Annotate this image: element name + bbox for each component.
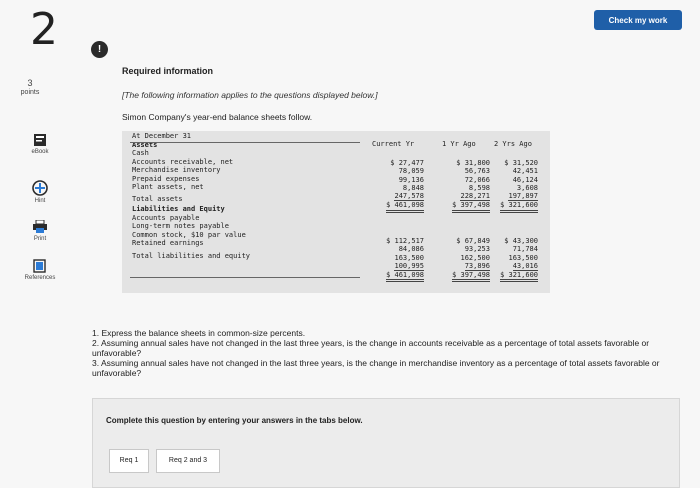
cell: 163,500 xyxy=(394,253,424,262)
cell: 99,136 xyxy=(398,175,424,184)
sidebar-item-hint[interactable] xyxy=(10,180,70,204)
sheet-date-label: At December 31 xyxy=(132,132,192,140)
cell: 197,897 xyxy=(508,192,538,201)
cell-total: $ 461,098 xyxy=(386,201,424,212)
required-information-heading: Required information xyxy=(122,66,214,76)
question-list xyxy=(92,328,672,378)
cell: 72,066 xyxy=(464,175,490,184)
cell: 56,763 xyxy=(464,167,490,176)
col-current-liab xyxy=(370,237,424,282)
col-2yr-assets xyxy=(488,159,538,213)
row-label-notes: Long-term notes payable xyxy=(132,222,229,230)
print-icon xyxy=(32,220,48,234)
row-label-plant: Plant assets, net xyxy=(132,183,204,191)
cell: 8,598 xyxy=(468,183,490,192)
col-1yr-assets xyxy=(436,159,490,213)
row-label-inventory: Merchandise inventory xyxy=(132,166,221,174)
sidebar-item-references[interactable] xyxy=(10,259,70,281)
assets-heading: Assets xyxy=(132,140,158,149)
header-underline xyxy=(130,142,360,143)
liabilities-heading: Liabilities and Equity xyxy=(132,205,225,213)
row-label-common-stock: Common stock, $10 par value xyxy=(132,230,246,239)
row-label-total-assets: Total assets xyxy=(132,194,183,203)
cell: $ 67,849 xyxy=(456,237,490,245)
tab-req-1[interactable]: Req 1 xyxy=(109,449,149,473)
sidebar-label-ebook: eBook xyxy=(31,149,49,155)
cell: $ 31,520 xyxy=(504,159,538,167)
cell: 71,784 xyxy=(512,245,538,254)
col-header-current: Current Yr xyxy=(372,140,415,148)
row-label-total-liab: Total liabilities and equity xyxy=(132,251,251,260)
cell: 228,271 xyxy=(460,192,490,201)
row-label-cash: Cash xyxy=(132,149,149,157)
check-my-work-button[interactable]: Check my work xyxy=(594,10,682,30)
sidebar-label-hint: Hint xyxy=(34,198,46,204)
question-item: 3. Assuming annual sales have not changed in the last three years, is the change in merchandise inventory as a percentage of total assets favorable or unfavorable? xyxy=(92,358,660,378)
cell: 84,086 xyxy=(398,245,424,254)
points-label: points xyxy=(20,89,40,96)
cell-total: $ 321,600 xyxy=(500,201,538,212)
cell-total: $ 397,498 xyxy=(452,201,490,212)
balance-sheet xyxy=(122,131,550,293)
question-item: 1. Express the balance sheets in common-size percents. xyxy=(92,328,306,338)
col-header-1yr: 1 Yr Ago xyxy=(442,140,476,148)
row-label-ar: Accounts receivable, net xyxy=(132,157,234,166)
col-1yr-liab xyxy=(436,237,490,282)
sidebar-item-ebook[interactable] xyxy=(10,133,70,155)
sidebar-item-print[interactable] xyxy=(10,220,70,242)
col-current-assets xyxy=(370,159,424,213)
row-label-ap: Accounts payable xyxy=(132,213,200,222)
cell: 46,124 xyxy=(512,175,538,184)
question-item: 2. Assuming annual sales have not changed in the last three years, is the change in accounts receivable as a percentage of total assets favorable or unfavorable? xyxy=(92,338,650,358)
cell: 78,059 xyxy=(398,167,424,176)
cell: 73,896 xyxy=(464,261,490,270)
cell: 162,500 xyxy=(460,253,490,262)
cell: 100,995 xyxy=(394,261,424,270)
cell-total: $ 321,600 xyxy=(500,271,538,282)
total-underline xyxy=(130,277,360,278)
intro-text: Simon Company's year-end balance sheets follow. xyxy=(122,112,313,122)
info-note: [The following information applies to the questions displayed below.] xyxy=(122,90,378,100)
sidebar-label-print: Print xyxy=(33,236,47,242)
cell: 163,500 xyxy=(508,253,538,262)
tab-req-2-and-3[interactable]: Req 2 and 3 xyxy=(156,449,220,473)
cell: 3,608 xyxy=(516,183,538,192)
question-number: 2 xyxy=(30,4,58,55)
cell: $ 27,477 xyxy=(390,159,424,167)
row-label-prepaid: Prepaid expenses xyxy=(132,174,200,183)
cell: 42,451 xyxy=(512,167,538,176)
points-value: 3 xyxy=(27,78,33,88)
cell: 8,848 xyxy=(402,183,424,192)
cell: $ 31,800 xyxy=(456,159,490,167)
cell: 93,253 xyxy=(464,245,490,254)
alert-icon: ! xyxy=(91,41,108,58)
cell-total: $ 397,498 xyxy=(452,271,490,282)
cell-total: $ 461,098 xyxy=(386,271,424,282)
references-icon xyxy=(32,259,48,273)
ebook-icon xyxy=(33,133,47,147)
hint-icon xyxy=(32,180,48,196)
cell: 43,016 xyxy=(512,261,538,270)
sheet-labels xyxy=(132,132,250,260)
sidebar-label-references: References xyxy=(24,275,56,281)
points-indicator xyxy=(14,78,46,98)
cell: 247,578 xyxy=(394,192,424,201)
row-label-retained: Retained earnings xyxy=(132,239,204,247)
complete-instructions: Complete this question by entering your answers in the tabs below. xyxy=(106,416,363,425)
cell: $ 43,300 xyxy=(504,237,538,245)
col-2yr-liab xyxy=(488,237,538,282)
cell: $ 112,517 xyxy=(386,237,424,245)
answer-panel xyxy=(92,398,680,488)
col-header-2yr: 2 Yrs Ago xyxy=(494,140,532,148)
